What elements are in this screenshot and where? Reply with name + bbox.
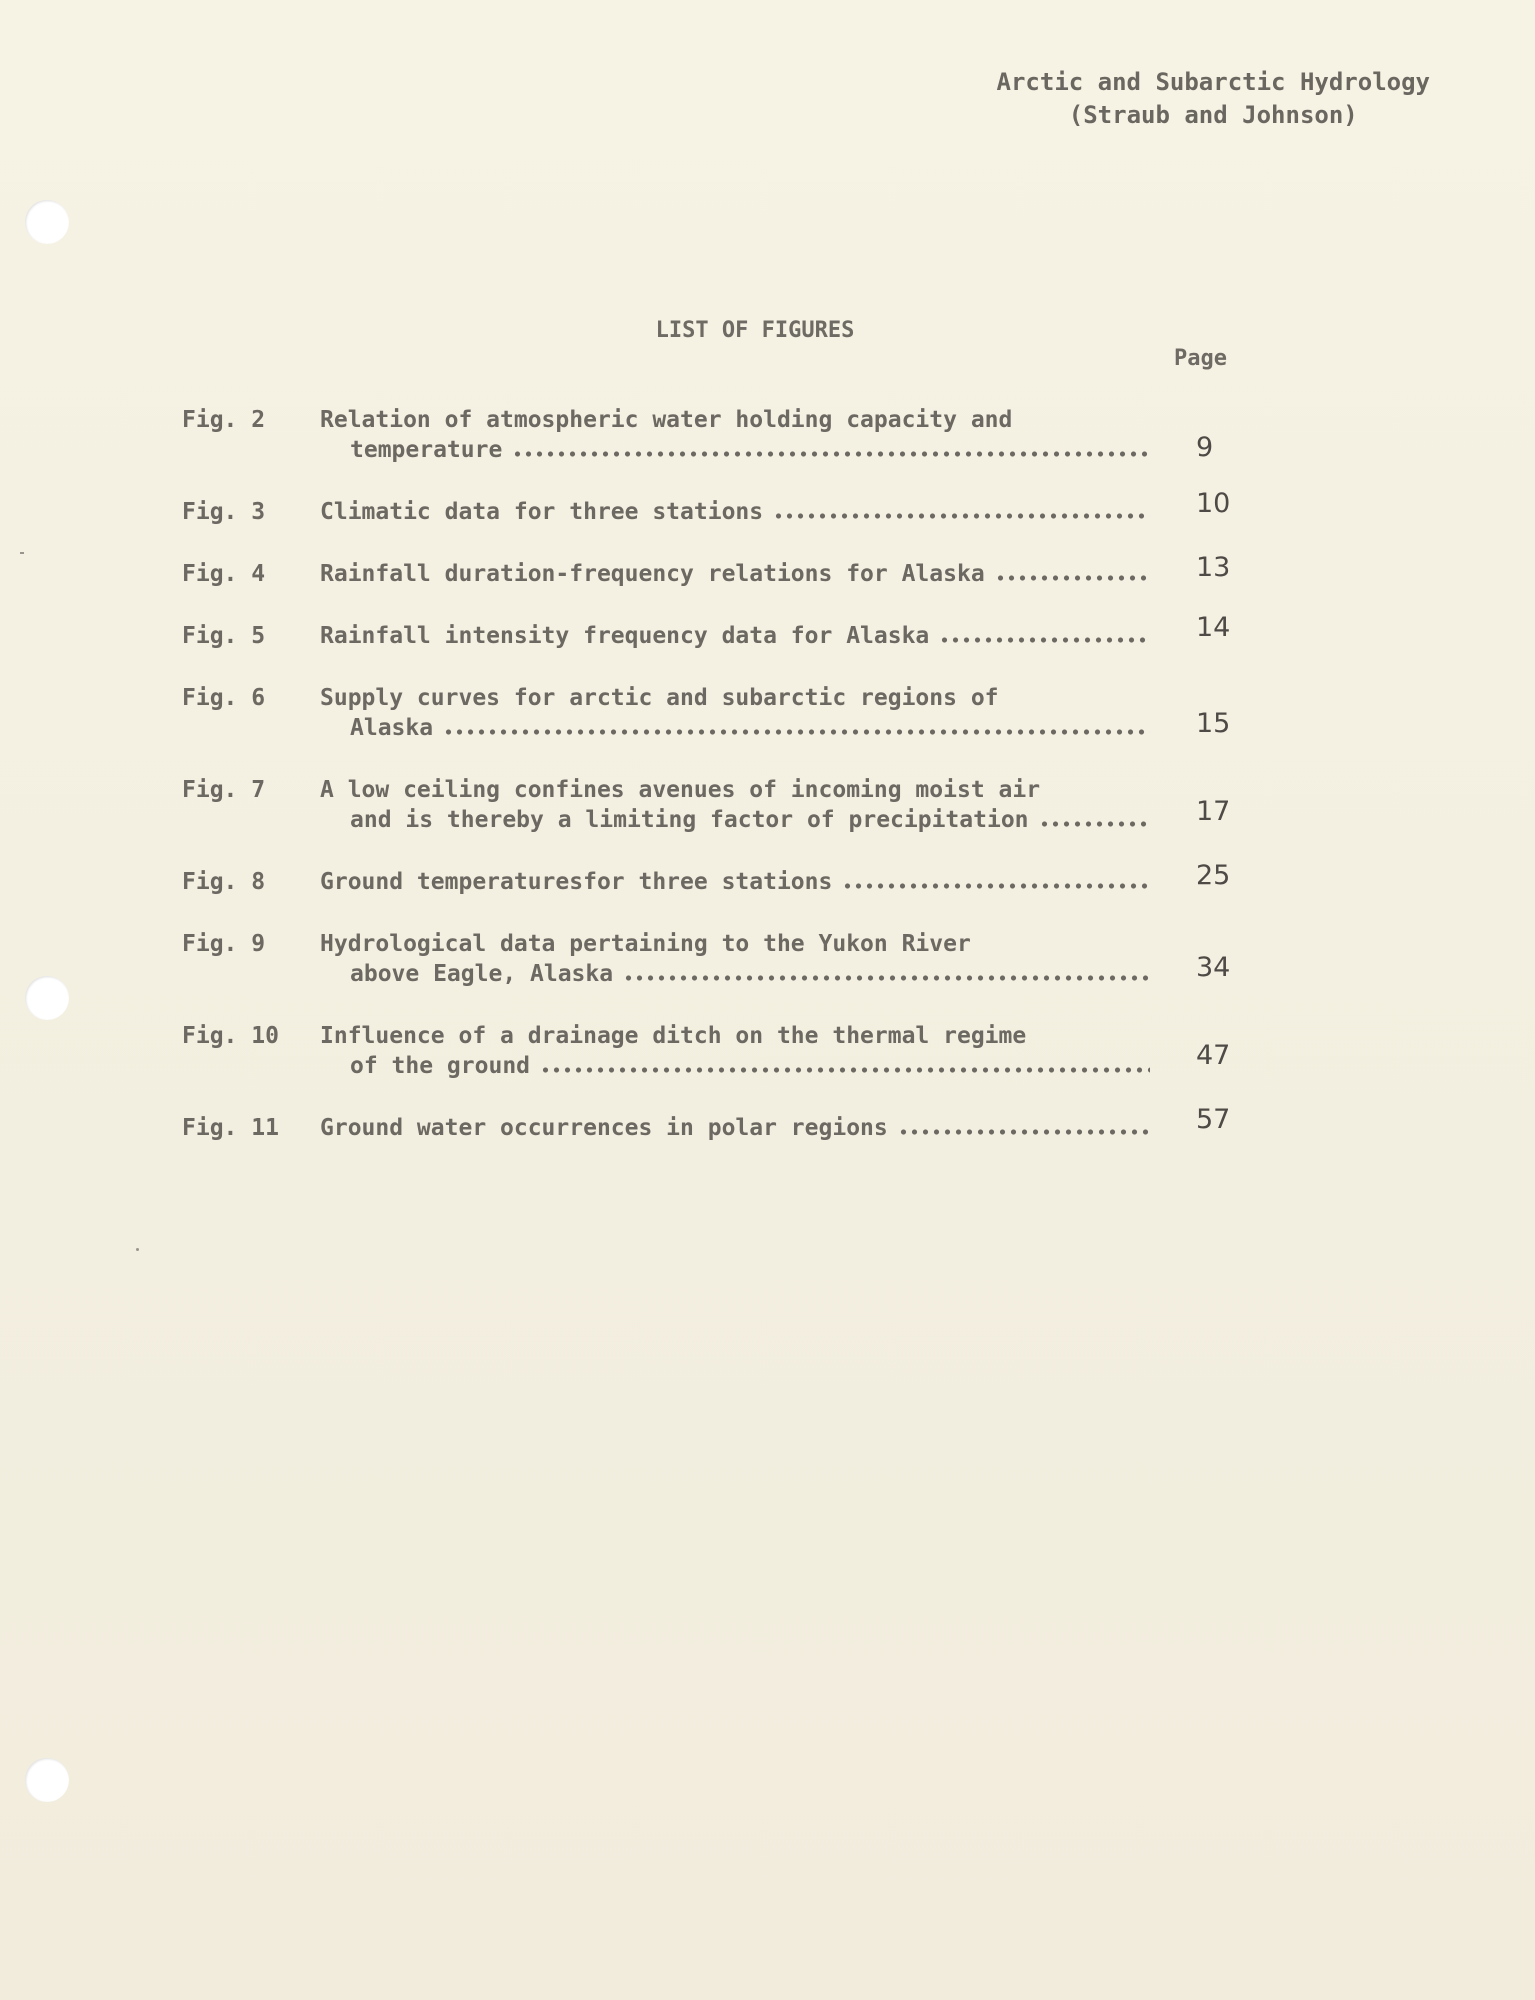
- figure-page-number: 15: [1196, 708, 1231, 739]
- page-title: LIST OF FIGURES: [655, 318, 855, 343]
- figure-caption: [320, 497, 1150, 559]
- caption-line: Supply curves for arctic and subarctic regions of: [320, 685, 999, 711]
- caption-line: temperature: [320, 435, 1150, 465]
- figure-caption: [320, 775, 1150, 867]
- figure-number: Fig. 3: [182, 499, 266, 525]
- dot-leader: [773, 513, 1150, 519]
- caption-line: of the ground: [320, 1051, 1150, 1081]
- list-item: [182, 1104, 1232, 1175]
- figure-caption: [320, 559, 1150, 621]
- dot-leader: [939, 637, 1150, 643]
- caption-line: Rainfall intensity frequency data for Alaska: [320, 621, 1150, 651]
- figure-page-number: 47: [1196, 1040, 1231, 1071]
- document-header: [997, 66, 1430, 132]
- dot-leader: [842, 883, 1150, 889]
- caption-line: Relation of atmospheric water holding capacity and: [320, 407, 1013, 433]
- caption-line: Ground water occurrences in polar regions: [320, 1113, 1150, 1143]
- figure-page-number: 17: [1196, 796, 1231, 827]
- dot-leader: [512, 451, 1150, 457]
- figure-page-number: 14: [1196, 612, 1231, 643]
- figure-number: Fig. 11: [182, 1115, 279, 1141]
- figure-number: Fig. 4: [182, 561, 266, 587]
- dot-leader: [898, 1129, 1150, 1135]
- list-item: [182, 929, 1232, 1021]
- figure-number: Fig. 5: [182, 623, 266, 649]
- figure-list: [182, 405, 1232, 1175]
- figure-number: Fig. 9: [182, 931, 266, 957]
- figure-caption: [320, 929, 1150, 1021]
- caption-line: Influence of a drainage ditch on the thermal regime: [320, 1023, 1027, 1049]
- figure-number: Fig. 8: [182, 869, 266, 895]
- dot-leader: [443, 729, 1150, 735]
- page-column-label: Page: [1174, 346, 1227, 371]
- caption-line: Ground temperaturesfor three stations: [320, 867, 1150, 897]
- paper-speck: [136, 1248, 139, 1251]
- caption-line: A low ceiling confines avenues of incoming moist air: [320, 777, 1041, 803]
- figure-number: Fig. 10: [182, 1023, 279, 1049]
- list-item: [182, 612, 1232, 683]
- dot-leader: [623, 975, 1150, 981]
- punch-hole: [25, 1758, 69, 1802]
- figure-page-number: 9: [1196, 432, 1214, 463]
- figure-caption: [320, 621, 1150, 683]
- paper-speck: [20, 552, 24, 554]
- caption-line: Rainfall duration-frequency relations for Alaska: [320, 559, 1150, 589]
- figure-page-number: 10: [1196, 488, 1231, 519]
- figure-number: Fig. 2: [182, 407, 266, 433]
- header-title: Arctic and Subarctic Hydrology: [996, 68, 1430, 96]
- punch-hole: [25, 976, 69, 1020]
- figure-number: Fig. 7: [182, 777, 266, 803]
- list-item: [182, 775, 1232, 867]
- list-item: [182, 488, 1232, 559]
- figure-page-number: 57: [1196, 1104, 1231, 1135]
- list-item: [182, 683, 1232, 775]
- caption-line: Climatic data for three stations: [320, 497, 1150, 527]
- figure-number: Fig. 6: [182, 685, 266, 711]
- dot-leader: [1039, 821, 1150, 827]
- header-authors: (Straub and Johnson): [1068, 101, 1358, 129]
- figure-page-number: 34: [1196, 952, 1231, 983]
- list-item: [182, 552, 1232, 621]
- figure-caption: [320, 683, 1150, 775]
- figure-page-number: 25: [1196, 860, 1231, 891]
- punch-hole: [25, 200, 69, 244]
- figure-page-number: 13: [1196, 552, 1231, 583]
- list-item: [182, 405, 1232, 497]
- dot-leader: [995, 575, 1150, 581]
- caption-line: above Eagle, Alaska: [320, 959, 1150, 989]
- caption-line: and is thereby a limiting factor of precipitation: [320, 805, 1150, 835]
- figure-caption: [320, 1113, 1150, 1175]
- dot-leader: [540, 1067, 1150, 1073]
- caption-line: Hydrological data pertaining to the Yukon River: [320, 931, 971, 957]
- list-item: [182, 860, 1232, 929]
- figure-caption: [320, 1021, 1150, 1113]
- figure-caption: [320, 867, 1150, 929]
- list-item: [182, 1021, 1232, 1113]
- caption-line: Alaska: [320, 713, 1150, 743]
- figure-caption: [320, 405, 1150, 497]
